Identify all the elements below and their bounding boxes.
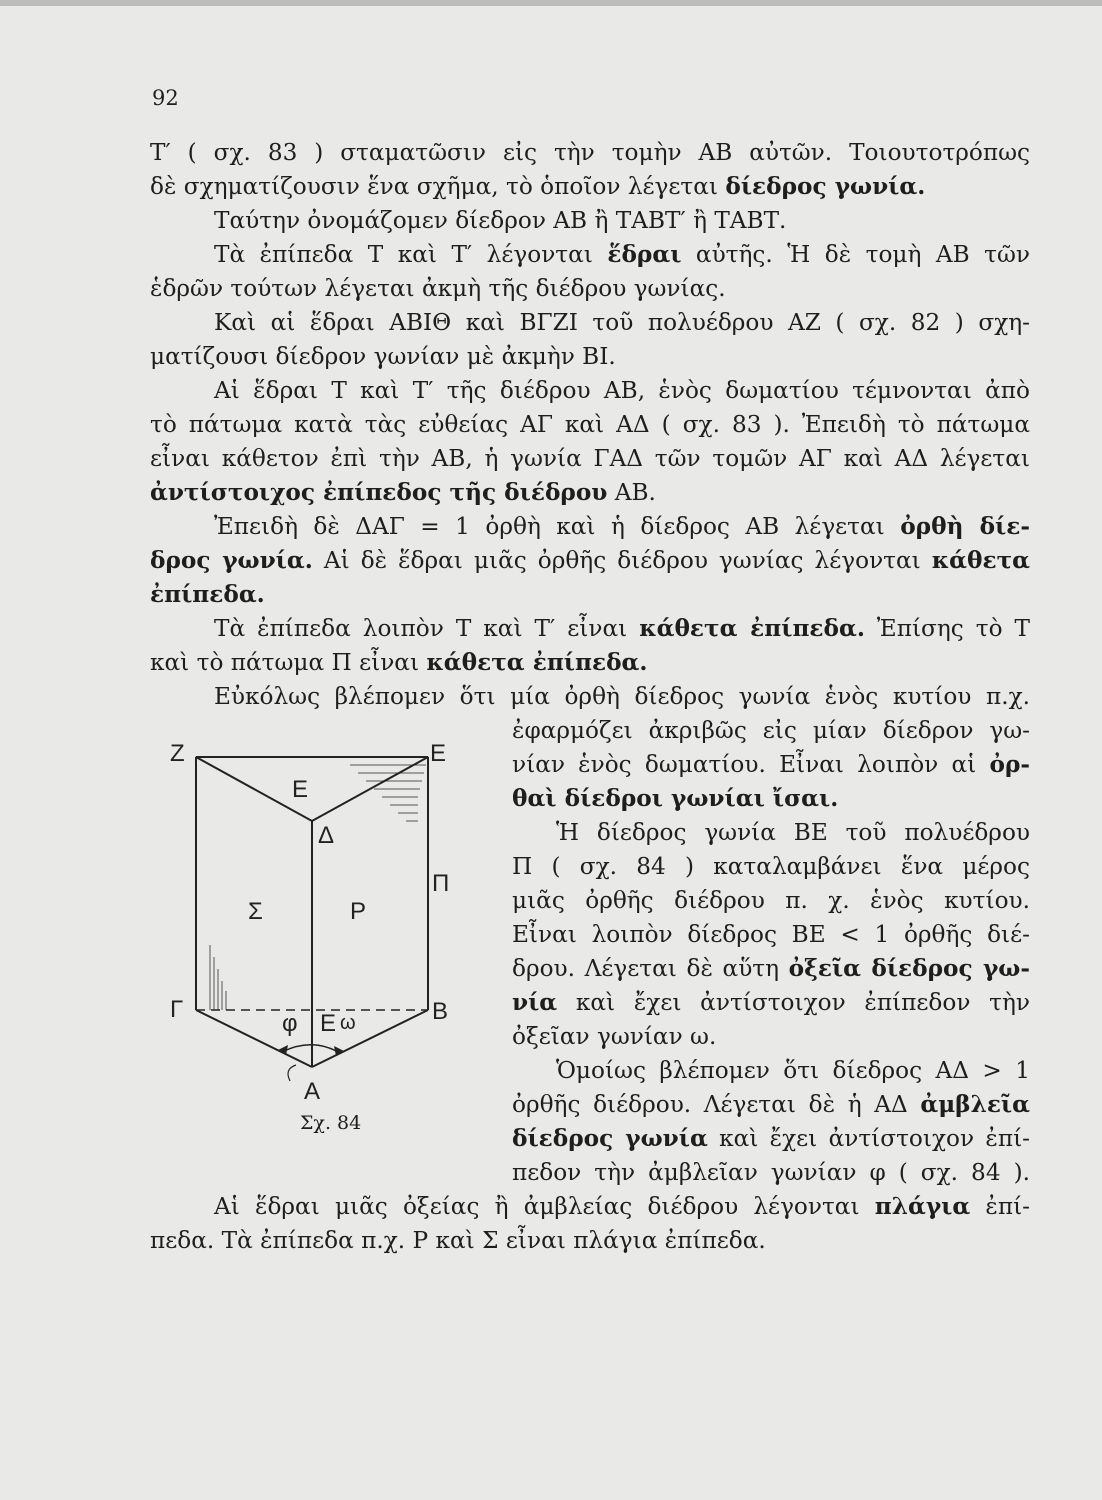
bold-term: κάθετα ἐπίπεδα.	[639, 615, 865, 642]
text-line	[512, 1090, 1030, 1120]
text-line	[214, 682, 1030, 712]
text-line	[150, 648, 1030, 678]
label-B: B	[432, 998, 449, 1025]
bold-term: ἕδραι	[607, 241, 682, 268]
text-line	[214, 614, 1030, 644]
text-line	[214, 206, 1030, 236]
text-segment: ὀξεῖαν γωνίαν ω.	[512, 1023, 717, 1050]
text-segment: ὀρθῆς διέδρου. Λέγεται δὲ ἡ ΑΔ	[512, 1091, 921, 1118]
text-segment: αὐτῆς. Ἡ δὲ τομὴ ΑΒ τῶν	[681, 241, 1030, 268]
text-line	[512, 954, 1030, 984]
text-line	[150, 274, 1030, 304]
text-segment: Ταύτην ὀνομάζομεν δίεδρον ΑΒ ἢ ΤΑΒΤ′ ἢ ΤΑΒΤ.	[214, 207, 787, 234]
text-segment: ΑΒ.	[607, 479, 656, 506]
bold-term: πλάγια	[874, 1193, 971, 1220]
figure-caption: Σχ. 84	[300, 1112, 362, 1134]
label-phi: φ	[282, 1010, 298, 1037]
text-segment: Ὁμοίως βλέπομεν ὅτι δίεδρος ΑΔ > 1	[556, 1057, 1030, 1084]
text-segment: δρου. Λέγεται δὲ αὕτη	[512, 955, 789, 982]
text-segment: Αἱ ἕδραι μιᾶς ὀξείας ἢ ἀμβλείας διέδρου λέγονται	[214, 1193, 875, 1220]
label-Rho: P	[350, 898, 367, 925]
text-line	[512, 750, 1030, 780]
bold-term: ὀξεῖα δίεδρος γω-	[788, 955, 1030, 982]
text-line	[512, 988, 1030, 1018]
text-segment: Τὰ ἐπίπεδα λοιπὸν Τ καὶ Τ′ εἶναι	[214, 615, 640, 642]
bold-term: ὀρ-	[989, 751, 1030, 778]
text-segment: δὲ σχηματίζουσιν ἕνα σχῆμα, τὸ ὁποῖον λέγεται	[150, 173, 726, 200]
text-segment: Ἐπειδὴ δὲ ΔΑΓ = 1 ὀρθὴ καὶ ἡ δίεδρος ΑΒ λέγεται	[214, 513, 901, 540]
text-line	[214, 1192, 1030, 1222]
text-segment: ματίζουσι δίεδρον γωνίαν μὲ ἀκμὴν ΒΙ.	[150, 343, 616, 370]
text-line	[214, 240, 1030, 270]
text-line	[214, 376, 1030, 406]
text-line	[150, 580, 1030, 610]
text-segment: καὶ ἔχει ἀντίστοιχον ἐπίπεδον τὴν	[557, 989, 1030, 1016]
text-line	[150, 410, 1030, 440]
text-segment: καὶ τὸ πάτωμα Π εἶναι	[150, 649, 427, 676]
text-segment: Αἱ δὲ ἕδραι μιᾶς ὀρθῆς διέδρου γωνίας λέγονται	[312, 547, 932, 574]
bold-term: κάθετα ἐπίπεδα.	[426, 649, 648, 676]
label-Sigma: Σ	[248, 898, 263, 925]
text-line	[150, 444, 1030, 474]
bold-term: ἀμβλεῖα	[920, 1091, 1030, 1118]
text-line	[512, 784, 1030, 814]
text-segment: πεδον τὴν ἀμβλεῖαν γωνίαν φ ( σχ. 84 ).	[512, 1159, 1030, 1186]
text-line	[150, 478, 1030, 508]
text-segment: Αἱ ἕδραι Τ καὶ Τ′ τῆς διέδρου ΑΒ, ἑνὸς δωματίου τέμνονται ἀπὸ	[214, 377, 1030, 404]
text-line	[512, 920, 1030, 950]
text-segment: Εἶναι λοιπὸν δίεδρος ΒΕ < 1 ὀρθῆς διέ-	[512, 921, 1030, 948]
text-line	[512, 716, 1030, 746]
text-segment: ἐπί-	[970, 1193, 1030, 1220]
bold-term: ἀντίστοιχος ἐπίπεδος τῆς διέδρου	[150, 479, 608, 506]
label-E-top: E	[430, 740, 447, 767]
bold-term: ὀρθὴ δίε-	[900, 513, 1030, 540]
text-segment: τὸ πάτωμα κατὰ τὰς εὐθείας ΑΓ καὶ ΑΔ ( σχ. 83 ). Ἐπειδὴ τὸ πάτωμα	[150, 411, 1030, 438]
label-Delta: Δ	[318, 822, 335, 849]
bold-term: ἐπίπεδα.	[150, 581, 265, 608]
hatching-top-right	[340, 757, 428, 821]
figure-84-prism-diagram	[160, 735, 460, 1115]
text-segment: καὶ ἔχει ἀντίστοιχον ἐπί-	[707, 1125, 1030, 1152]
text-segment: Π ( σχ. 84 ) καταλαμβάνει ἕνα μέρος	[512, 853, 1030, 880]
text-segment: πεδα. Τὰ ἐπίπεδα π.χ. Ρ καὶ Σ εἶναι πλάγια ἐπίπεδα.	[150, 1227, 766, 1254]
text-segment: Εὐκόλως βλέπομεν ὅτι μία ὀρθὴ δίεδρος γωνία ἑνὸς κυτίου π.χ.	[214, 683, 1030, 710]
text-line	[150, 546, 1030, 576]
bold-term: νία	[512, 989, 558, 1016]
text-segment: ἐφαρμόζει ἀκριβῶς εἰς μίαν δίεδρον γω-	[512, 717, 1030, 744]
text-line	[214, 308, 1030, 338]
hatching-left-bottom	[210, 945, 226, 1010]
label-E-face: E	[292, 776, 309, 803]
label-Z: Z	[170, 740, 185, 767]
text-line	[150, 1226, 1030, 1256]
text-line	[512, 1022, 1030, 1052]
label-omega: ω	[340, 1012, 356, 1034]
bold-term: δρος γωνία.	[150, 547, 313, 574]
text-line	[214, 512, 1030, 542]
text-segment: Καὶ αἱ ἕδραι ΑΒΙΘ καὶ ΒΓΖΙ τοῦ πολυέδρου ΑΖ ( σχ. 82 ) σχη-	[214, 309, 1030, 336]
angle-mark-bottom	[288, 1065, 296, 1081]
page-number: 92	[152, 86, 179, 110]
text-line	[556, 818, 1030, 848]
label-Pi: Π	[432, 870, 450, 897]
text-segment: Τ′ ( σχ. 83 ) σταματῶσιν εἰς τὴν τομὴν ΑΒ αὐτῶν. Τοιουτοτρόπως	[150, 139, 1030, 166]
label-E-bottom: E	[320, 1010, 337, 1037]
text-line	[556, 1056, 1030, 1086]
text-line	[150, 342, 1030, 372]
text-segment: μιᾶς ὀρθῆς διέδρου π. χ. ἑνὸς κυτίου.	[512, 887, 1030, 914]
label-A: A	[304, 1078, 321, 1105]
bold-term: θαὶ δίεδροι γωνίαι ἴσαι.	[512, 785, 839, 812]
text-segment: Ἡ δίεδρος γωνία ΒΕ τοῦ πολυέδρου	[556, 819, 1030, 846]
text-segment: εἶναι κάθετον ἐπὶ τὴν ΑΒ, ἡ γωνία ΓΑΔ τῶν τομῶν ΑΓ καὶ ΑΔ λέγεται	[150, 445, 1030, 472]
text-line	[150, 138, 1030, 168]
bold-term: δίεδρος γωνία	[512, 1125, 708, 1152]
label-Gamma: Γ	[170, 996, 184, 1023]
text-segment: Ἐπίσης τὸ Τ	[864, 615, 1031, 642]
bold-term: κάθετα	[931, 547, 1031, 574]
bold-term: δίεδρος γωνία.	[725, 173, 926, 200]
text-line	[512, 1158, 1030, 1188]
text-line	[512, 1124, 1030, 1154]
text-segment: νίαν ἑνὸς δωματίου. Εἶναι λοιπὸν αἱ	[512, 751, 990, 778]
text-segment: ἑδρῶν τούτων λέγεται ἀκμὴ τῆς διέδρου γωνίας.	[150, 275, 726, 302]
scan-top-edge	[0, 0, 1102, 6]
text-line	[512, 886, 1030, 916]
text-line	[150, 172, 1030, 202]
text-line	[512, 852, 1030, 882]
text-segment: Τὰ ἐπίπεδα Τ καὶ Τ′ λέγονται	[214, 241, 608, 268]
